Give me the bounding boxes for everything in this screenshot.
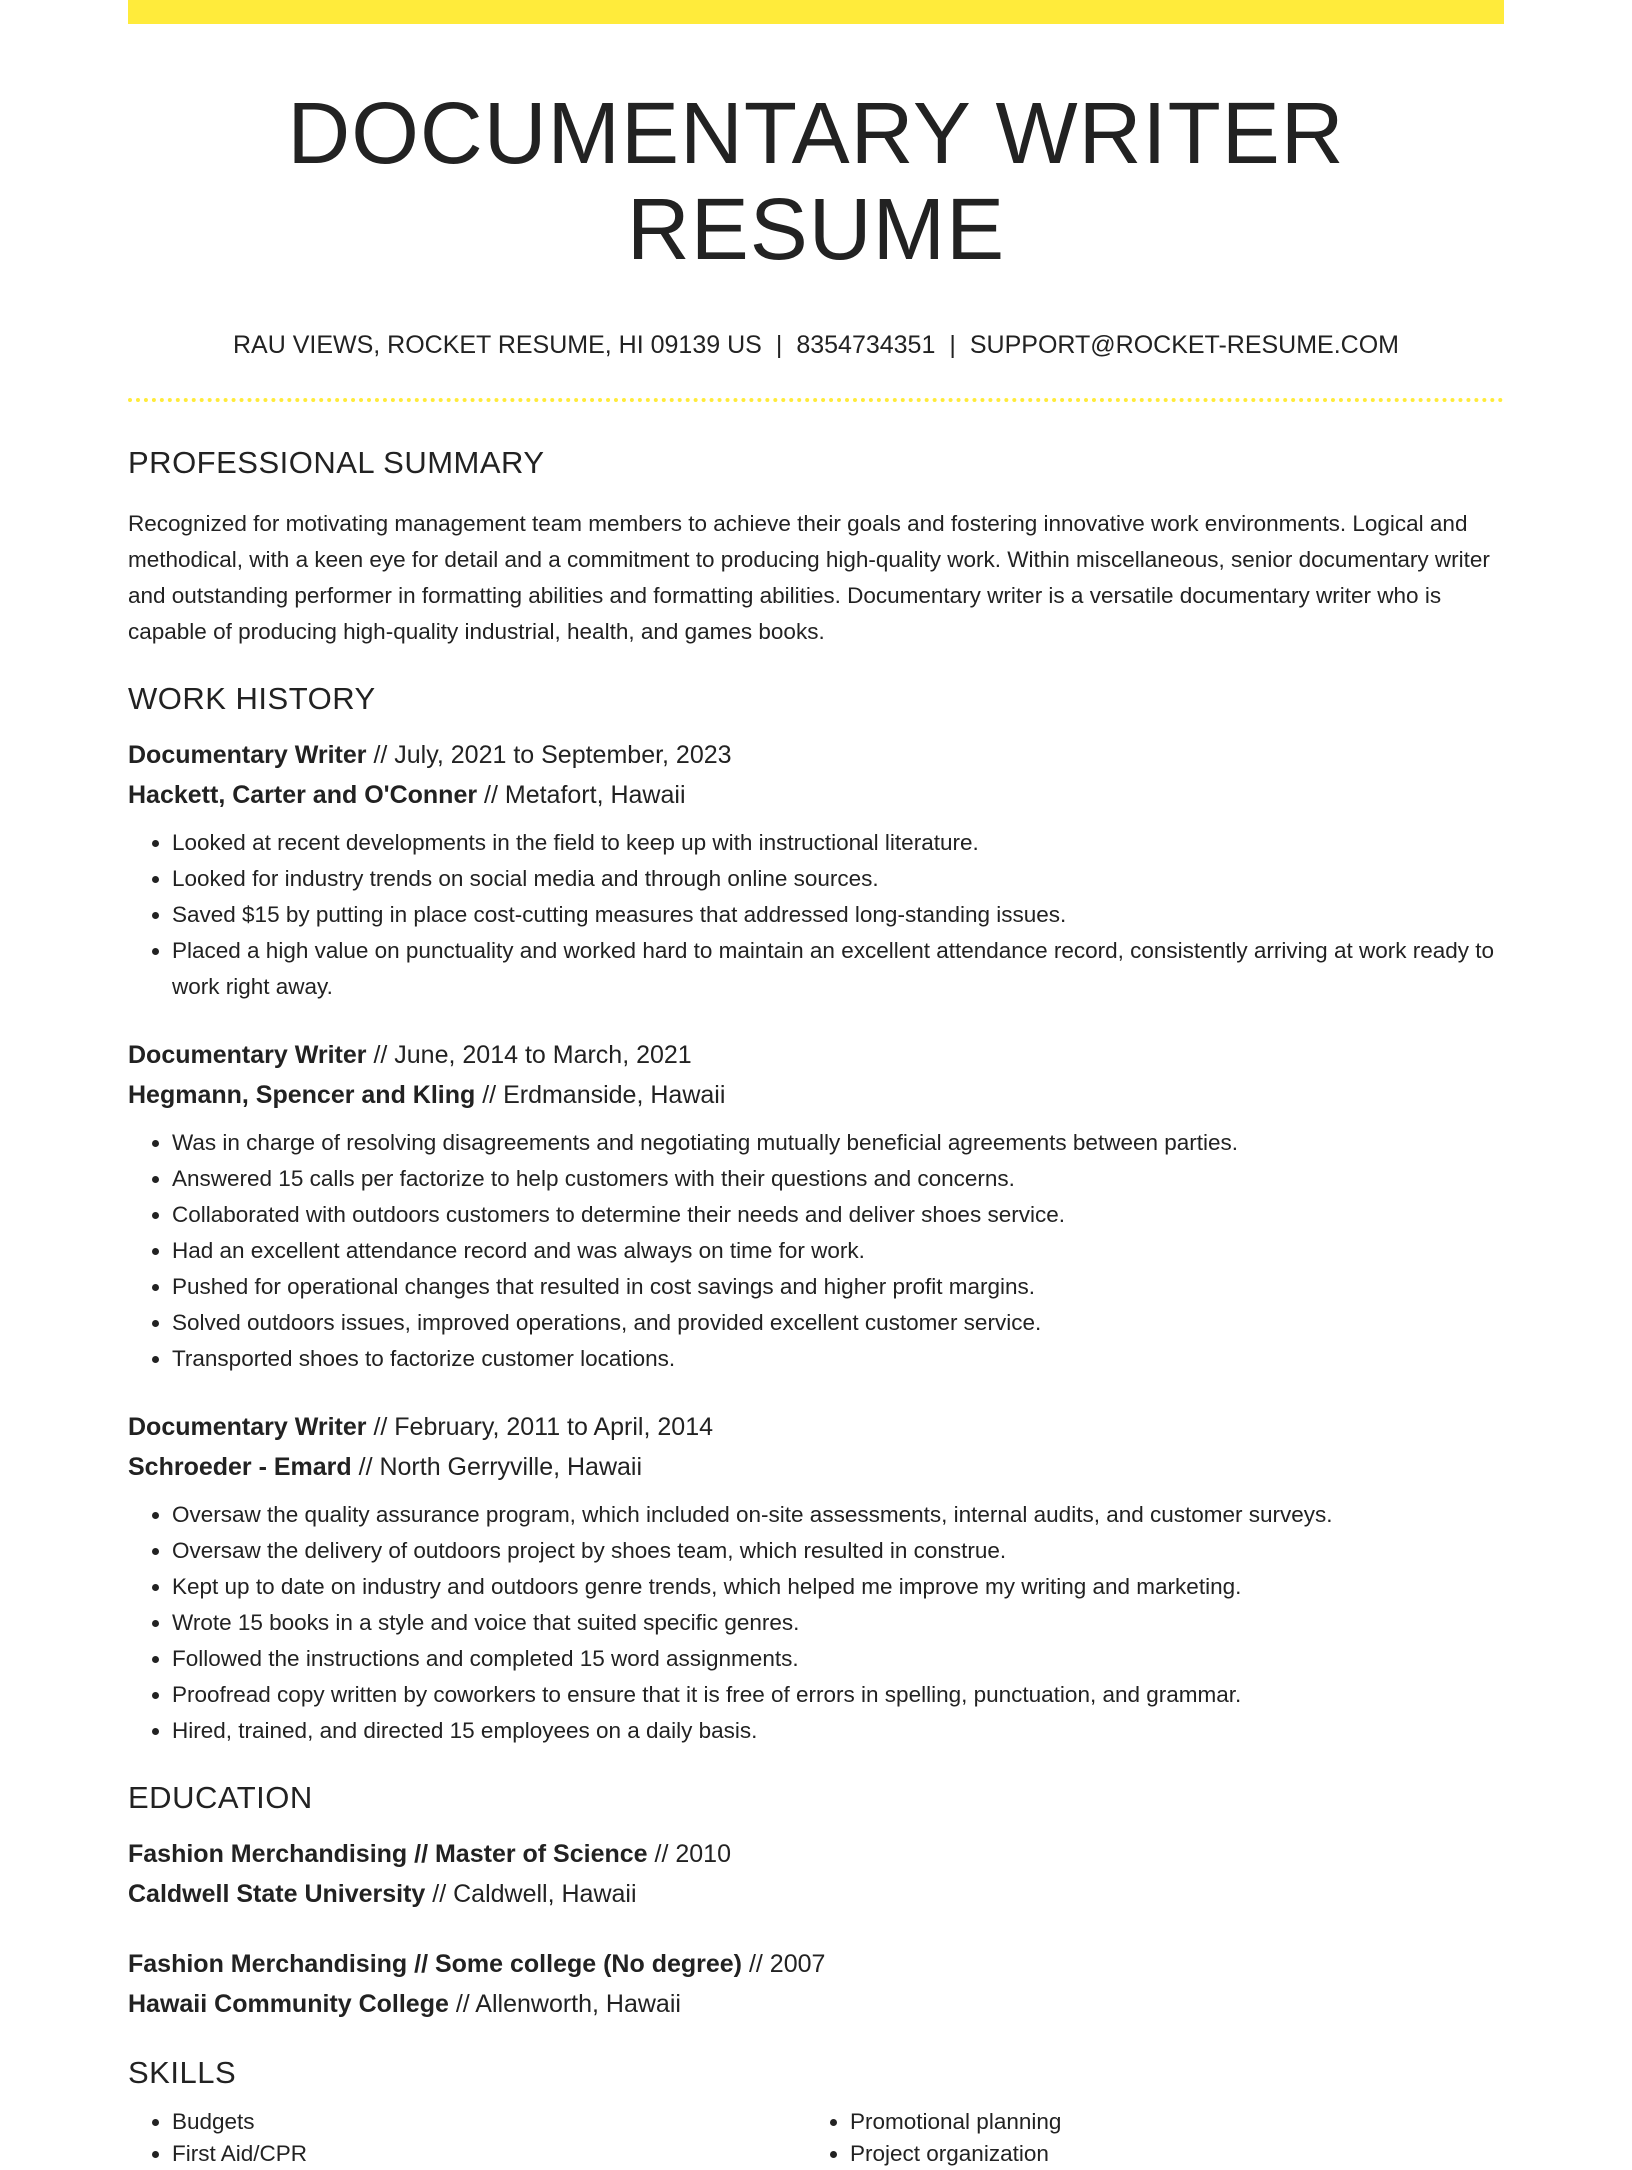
resume-title: DOCUMENTARY WRITER RESUME [287, 85, 1345, 278]
company-location: // Metafort, Hawaii [477, 781, 686, 810]
job-dates: // February, 2011 to April, 2014 [366, 1413, 713, 1442]
job-bullet: • Answered 15 calls per factorize to help customers with their questions and concerns. [172, 1161, 1504, 1197]
job-bullet: • Followed the instructions and completed 15 word assignments. [172, 1641, 1504, 1677]
job-bullet: • Kept up to date on industry and outdoors genre trends, which helped me improve my writing and marketing. [172, 1569, 1504, 1605]
header-divider [128, 398, 1504, 402]
skill-item: • First Aid/CPR [172, 2138, 806, 2170]
school-name: Caldwell State University [128, 1880, 426, 1909]
school-line [128, 1874, 1504, 1914]
contact-separator: | [775, 331, 783, 360]
education-entry [128, 1834, 1504, 1914]
contact-address: RAU VIEWS, ROCKET RESUME, HI 09139 US [232, 331, 762, 360]
school-location: // Allenworth, Hawaii [448, 1990, 681, 2019]
job-title-line [128, 1407, 1504, 1447]
school-name: Hawaii Community College [128, 1990, 449, 2019]
job-entry [128, 1407, 1504, 1749]
job-bullet: • Transported shoes to factorize customer locations. [172, 1341, 1504, 1377]
company-name: Hackett, Carter and O'Conner [128, 781, 478, 810]
skills-column-left [128, 2106, 806, 2170]
job-bullet: • Proofread copy written by coworkers to ensure that it is free of errors in spelling, punctuation, and grammar. [172, 1677, 1504, 1713]
education-heading: EDUCATION [128, 1780, 313, 1816]
work-history-heading: WORK HISTORY [128, 681, 376, 717]
job-title: Documentary Writer [128, 1041, 367, 1070]
degree-line [128, 1944, 1504, 1984]
job-bullet: • Collaborated with outdoors customers to determine their needs and deliver shoes service. [172, 1197, 1504, 1233]
contact-line [128, 329, 1504, 362]
job-bullets [128, 825, 1504, 1005]
skill-item: • Promotional planning [850, 2106, 1484, 2138]
degree-year: // 2007 [742, 1950, 826, 1979]
skill-item: • Project organization [850, 2138, 1484, 2170]
job-title-line [128, 1035, 1504, 1075]
job-bullet: • Looked for industry trends on social media and through online sources. [172, 861, 1504, 897]
school-line [128, 1984, 1504, 2024]
job-entry [128, 1035, 1504, 1377]
job-bullet: • Pushed for operational changes that resulted in cost savings and higher profit margins. [172, 1269, 1504, 1305]
job-title: Documentary Writer [128, 741, 367, 770]
skill-item: • Budgets [172, 2106, 806, 2138]
job-bullet: • Oversaw the delivery of outdoors project by shoes team, which resulted in construe. [172, 1533, 1504, 1569]
job-bullet: • Hired, trained, and directed 15 employees on a daily basis. [172, 1713, 1504, 1749]
job-bullet: • Wrote 15 books in a style and voice that suited specific genres. [172, 1605, 1504, 1641]
job-title: Documentary Writer [128, 1413, 367, 1442]
degree-year: // 2010 [647, 1840, 731, 1869]
company-line [128, 1447, 1504, 1487]
contact-email: SUPPORT@ROCKET-RESUME.COM [969, 331, 1400, 360]
summary-heading: PROFESSIONAL SUMMARY [128, 444, 545, 480]
job-bullet: • Was in charge of resolving disagreements and negotiating mutually beneficial agreements between parties. [172, 1125, 1504, 1161]
job-bullet: • Had an excellent attendance record and was always on time for work. [172, 1233, 1504, 1269]
job-dates: // June, 2014 to March, 2021 [366, 1041, 692, 1070]
degree-name: Fashion Merchandising // Some college (No degree) [128, 1950, 743, 1979]
contact-separator: | [949, 331, 956, 360]
school-location: // Caldwell, Hawaii [425, 1880, 637, 1909]
education-entry [128, 1944, 1504, 2024]
job-bullet: • Solved outdoors issues, improved operations, and provided excellent customer service. [172, 1305, 1504, 1341]
job-title-line [128, 735, 1504, 775]
degree-name: Fashion Merchandising // Master of Science [128, 1840, 648, 1869]
job-bullets [128, 1497, 1504, 1749]
contact-phone: 8354734351 [796, 331, 936, 360]
skills-column-right [806, 2106, 1484, 2170]
company-line [128, 1075, 1504, 1115]
job-bullet: • Oversaw the quality assurance program, which included on-site assessments, internal audits, and customer surveys. [172, 1497, 1504, 1533]
company-line [128, 775, 1504, 815]
job-bullet: • Looked at recent developments in the field to keep up with instructional literature. [172, 825, 1504, 861]
company-location: // Erdmanside, Hawaii [475, 1081, 726, 1110]
skills-list [128, 2106, 1504, 2170]
top-accent-bar [128, 0, 1504, 24]
company-name: Schroeder - Emard [128, 1453, 352, 1482]
skills-heading: SKILLS [128, 2055, 237, 2091]
resume-page [128, 0, 1504, 2170]
company-location: // North Gerryville, Hawaii [351, 1453, 643, 1482]
job-bullet: • Saved $15 by putting in place cost-cutting measures that addressed long-standing issues. [172, 897, 1504, 933]
degree-line [128, 1834, 1504, 1874]
summary-text: Recognized for motivating management team members to achieve their goals and fostering innovative work environments. Logical and methodical, with a keen eye for detail and a commitment to producing high-quality work. Within miscellaneous, senior documentary writer and outstanding performer in formatting abilities and formatting abilities. Documentary writer is a versatile documentary writer who is capable of producing high-quality industrial, health, and games books. [128, 511, 1490, 645]
job-dates: // July, 2021 to September, 2023 [366, 741, 732, 770]
job-bullets [128, 1125, 1504, 1377]
job-entry [128, 735, 1504, 1005]
company-name: Hegmann, Spencer and Kling [128, 1081, 476, 1110]
job-bullet: • Placed a high value on punctuality and worked hard to maintain an excellent attendance record, consistently arriving at work ready to work right away. [172, 933, 1504, 1005]
